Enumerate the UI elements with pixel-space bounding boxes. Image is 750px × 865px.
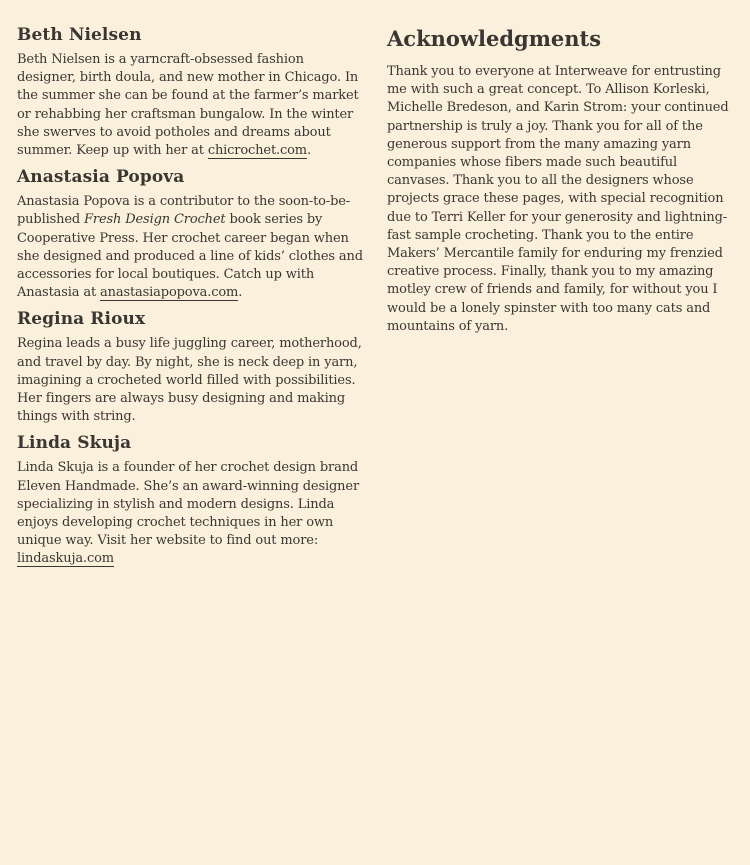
- bio-linda-skuja: [17, 432, 365, 568]
- bio-text-part: Beth Nielsen is a yarncraft-obsessed fashion designer, birth doula, and new mother in Chicago. In the summer she can be found at the farmer’s market or rehabbing her craftsman bungalow. In the winter she swerves to avoid potholes and dreams about summer. Keep up with her at: [17, 52, 359, 159]
- bio-anastasia-popova: [17, 166, 365, 302]
- anastasiapopova-link[interactable]: anastasiapopova.com: [100, 285, 239, 301]
- bio-text: [17, 51, 365, 160]
- acknowledgments-title: Acknowledgments: [387, 26, 602, 51]
- bio-text-part: Linda Skuja is a founder of her crochet design brand Eleven Handmade. She’s an award-winning designer specializing in stylish and modern designs. Linda enjoys developing crochet techniques in her own unique way. Visit her website to find out more:: [17, 460, 360, 549]
- bio-text-part: book series by Cooperative Press. Her crochet career began when she designed and produced a line of kids’ clothes and accessories for local boutiques. Catch up with Anastasia at: [17, 212, 363, 301]
- bio-text: Regina leads a busy life juggling career, motherhood, and travel by day. By night, she is neck deep in yarn, imagining a crocheted world filled with possibilities. Her fingers are always busy designing and making things with string.: [17, 336, 362, 425]
- bio-beth-nielsen: [17, 24, 365, 160]
- bio-text-end: .: [238, 285, 243, 301]
- bio-text-part: Anastasia Popova is a contributor to the soon-to-be-published: [17, 194, 351, 228]
- bio-name: Regina Rioux: [17, 309, 146, 330]
- bio-text-end: .: [306, 143, 311, 159]
- lindaskuja-link[interactable]: lindaskuja.com: [17, 551, 114, 567]
- bio-name: Beth Nielsen: [17, 25, 142, 45]
- bio-text: [17, 193, 365, 302]
- chicrochet-link[interactable]: chicrochet.com: [207, 143, 307, 159]
- designer-bios: [17, 24, 365, 575]
- acknowledgments-text: Thank you to everyone at Interweave for entrusting me with such a great concept. To Allison Korleski, Michelle Bredeson, and Karin Strom: your continued partnership is truly a joy. Thank you for all of the generous support from the many amazing yarn companies whose fibers made such beautiful canvases. Thank you to all the designers whose projects grace these pages, with special recognition due to Terri Keller for your generosity and lightning-fast sample crocheting. Thank you to the entire Makers’ Mercantile family for enduring my frenzied creative process. Finally, thank you to my amazing motley crew of friends and family, for without you I would be a lonely spinster with too many cats and mountains of yarn.: [387, 64, 729, 334]
- book-series-title: Fresh Design Crochet: [84, 212, 226, 228]
- bio-regina-rioux: [17, 308, 365, 426]
- bio-name: Linda Skuja: [17, 433, 132, 454]
- bio-text: [17, 459, 365, 568]
- acknowledgments-section: [387, 24, 737, 336]
- bio-name: Anastasia Popova: [17, 167, 185, 188]
